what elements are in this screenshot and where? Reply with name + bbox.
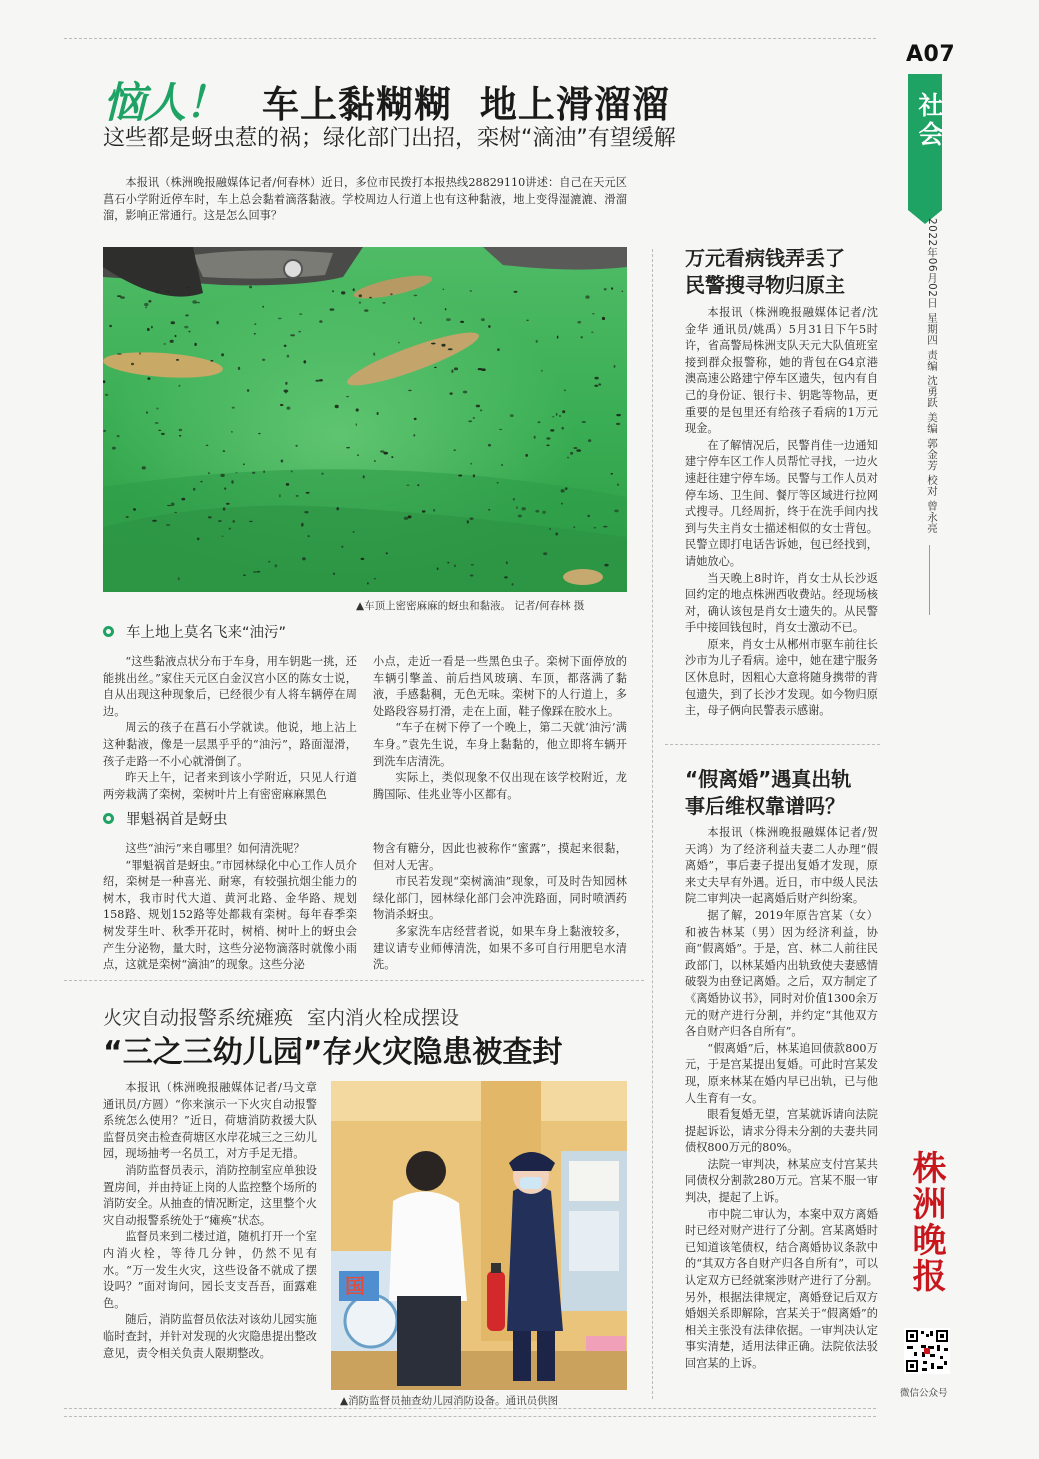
fire-kicker: 火灾自动报警系统瘫痪 室内消火栓成摆设 xyxy=(103,1007,460,1029)
lead-kicker: 恼人！ xyxy=(103,78,227,127)
lead-intro xyxy=(103,175,627,225)
section1-title: 车上地上莫名飞来“油污” xyxy=(126,625,287,641)
lead-photo-caption: ▲车顶上密密麻麻的蚜虫和黏液。 记者/何春林 摄 xyxy=(356,600,585,612)
bottom-rule xyxy=(64,1408,876,1409)
paragraph: 消防监督员表示，消防控制室应单独设置房间，并由持证上岗的人监控整个场所的消防安全。从抽查的情况断定，这里整个火灾自动报警系统处于“瘫痪”状态。 xyxy=(103,1163,317,1227)
paragraph: 本报讯（株洲晚报融媒体记者/马文章 通讯员/方圆）“你来演示一下火灾自动报警系统怎么使用？”近日，荷塘消防救援大队监督员突击检查荷塘区水岸花城三之三幼儿园，现场抽考一名员工，对方手足无措。 xyxy=(103,1081,317,1161)
section1-col2 xyxy=(373,654,627,803)
paragraph: 这些“油污”来自哪里？如何清洗呢？ xyxy=(125,842,305,855)
masthead-text: 株洲晚报 xyxy=(906,1150,946,1294)
section-label: 社会 xyxy=(915,92,944,150)
lead-headline: 车上黏糊糊 地上滑溜溜 xyxy=(262,83,670,126)
paragraph: 昨天上午，记者来到该小学附近，只见人行道两旁栽满了栾树，栾树叶片上有密密麻麻黑色 xyxy=(103,771,357,801)
paragraph: 物含有糖分，因此也被称作“蜜露”，摸起来很黏，但对人无害。 xyxy=(373,842,627,872)
paragraph: 法院一审判决，林某应支付宫某共同债权分割款280万元。宫某不服一审判决，提起了上诉。 xyxy=(685,1157,878,1205)
qr-code[interactable] xyxy=(904,1328,950,1374)
fire-headline: “三之三幼儿园”存火灾隐患被查封 xyxy=(103,1035,563,1070)
paragraph: 监督员来到二楼过道，随机打开一个室内消火栓，等待几分钟，仍然不见有水。“万一发生火灾，这些设备不就成了摆设吗？”面对询问，园长支支吾吾，面露难色。 xyxy=(103,1230,317,1310)
section1-heading xyxy=(103,621,286,642)
svg-text:国: 国 xyxy=(345,1274,365,1298)
article-divider xyxy=(64,980,644,981)
side1-headline xyxy=(685,245,845,299)
section-tab xyxy=(908,74,942,210)
paragraph: 随后，消防监督员依法对该幼儿园实施临时查封，并针对发现的火灾隐患提出整改意见，责令相关负责人限期整改。 xyxy=(103,1313,317,1360)
side1-body xyxy=(685,305,878,720)
bullet-ring-icon xyxy=(103,626,114,637)
paragraph: “这些黏液点状分布于车身，用车钥匙一挑，还能挑出丝。”家住天元区白金汉宫小区的陈女士说，自从出现这种现象后，已经很少有人将车辆停在周边。 xyxy=(103,655,357,718)
fire-photo-caption: ▲消防监督员抽查幼儿园消防设备。通讯员供图 xyxy=(340,1395,559,1407)
lead-intro-text: 本报讯（株洲晚报融媒体记者/何春林）近日，多位市民拨打本报热线28829110讲述：自己在天元区菖石小学附近停车时，车上总会黏着滴落黏液。学校周边人行道上也有这种黏液，地上变得湿漉漉、滑溜溜，影响正常通行。这是怎么回事？ xyxy=(103,176,627,223)
paragraph: 眼看复婚无望，宫某就诉请向法院提起诉讼，请求分得未分割的夫妻共同债权800万元的80%。 xyxy=(685,1108,878,1155)
paragraph: “车子在树下停了一个晚上，第二天就‘油污’满车身。”袁先生说，车身上黏黏的，他立即将车辆开到洗车店清洗。 xyxy=(373,721,627,768)
paragraph: 实际上，类似现象不仅出现在该学校附近，龙腾国际、佳兆业等小区都有。 xyxy=(373,771,627,801)
side2-headline xyxy=(685,766,851,820)
top-rule xyxy=(64,38,876,39)
paragraph: 市中院二审认为，本案中双方离婚时已经对财产进行了分割。宫某离婚时已知道该笔债权，结合离婚协议条款中的“其双方各自财产归各自所有”，可以认定双方已经就案涉财产进行了分割。另外，根据法律规定，离婚登记后双方婚姻关系即解除，宫某关于“假离婚”的相关主张没有法律依据。一审判决认定事实清楚，适用法律正确。法院依法驳回宫某的上诉。 xyxy=(685,1207,878,1370)
fire-inspection-photo xyxy=(331,1081,627,1390)
paragraph: “假离婚”后，林某追回债款800万元，于是宫某提出复婚。可此时宫某发现，原来林某在婚内早已出轨，已与他人生育有一女。 xyxy=(685,1041,878,1105)
side-divider xyxy=(665,744,880,745)
section2-col1 xyxy=(103,841,357,974)
qr-caption: 微信公众号 xyxy=(900,1388,948,1399)
bullet-ring-icon xyxy=(103,813,114,824)
paragraph: 据了解，2019年原告宫某（女）和被告林某（男）因为经济利益，协商“假离婚”。于是，宫、林二人前往民政部门，以林某婚内出轨致使夫妻感情破裂为由登记离婚。之后，双方制定了《离婚协议书》，同时对价值1300余万元的财产进行分割，并约定“其他双方各自财产归各自所有”。 xyxy=(685,908,878,1039)
masthead xyxy=(906,1150,946,1320)
side2-headline-line1: “假离婚”遇真出轨 xyxy=(685,767,852,791)
side1-headline-line2: 民警搜寻物归原主 xyxy=(685,273,845,297)
paragraph: 本报讯（株洲晚报融媒体记者/贺天鸿）为了经济利益夫妻二人办理“假离婚”，事后妻子提出复婚才发现，原来丈夫早有外遇。近日，市中级人民法院二审判决一起离婚后财产纠纷案。 xyxy=(685,826,878,906)
date-line-rule xyxy=(929,545,930,615)
side2-headline-line2: 事后维权靠谱吗？ xyxy=(685,794,845,818)
paragraph: 当天晚上8时许，肖女士从长沙返回约定的地点株洲西收费站。经现场核对，确认该包是肖女士遗失的。从民警手中接回钱包时，肖女士激动不已。 xyxy=(685,571,878,635)
paragraph: 本报讯（株洲晚报融媒体记者/沈金华 通讯员/姚禹）5月31日下午5时许，省高警局株洲支队天元大队值班室接到群众报警称，她的背包在G4京港澳高速公路建宁停车区遗失，包内有自己的身份证、银行卡、钥匙等物品，更重要的是包里还有给孩子看病的1万元现金。 xyxy=(685,306,878,436)
section2-heading xyxy=(103,808,228,829)
section1-col1 xyxy=(103,654,357,803)
date-line: 2022年06月02日 星期四 责编 沈勇跃 美编 郭金芳 校对 曾永亮 xyxy=(926,218,938,534)
side1-headline-line1: 万元看病钱弄丢了 xyxy=(685,246,845,270)
lead-subhead: 这些都是蚜虫惹的祸；绿化部门出招，栾树“滴油”有望缓解 xyxy=(103,126,676,151)
column-divider xyxy=(652,249,653,1399)
paragraph: 周云的孩子在菖石小学就读。他说，地上沾上这种黏液，像是一层黑乎乎的“油污”，路面湿滑，孩子走路一不小心就滑倒了。 xyxy=(103,721,357,768)
section2-col2 xyxy=(373,841,627,974)
paragraph: 原来，肖女士从郴州市驱车前往长沙市为儿子看病。途中，她在建宁服务区休息时，因粗心大意将随身携带的背包遗失，到了长沙才发现。如今物归原主，母子俩向民警表示感谢。 xyxy=(685,637,878,718)
paragraph: “罪魁祸首是蚜虫。”市园林绿化中心工作人员介绍，栾树是一种喜光、耐寒，有较强抗烟尘能力的树木，我市时代大道、黄河北路、金华路、规划158路、规划152路等处都栽有栾树。每年春季栾树发芽生叶、秋季开花时，树梢、树叶上的蚜虫会产生分泌物，量大时，这些分泌物滴落时就像小雨点，这就是栾树“滴油”的现象。这些分泌 xyxy=(103,858,357,972)
side2-body xyxy=(685,825,878,1373)
fire-body xyxy=(103,1080,317,1362)
paragraph: 多家洗车店经营者说，如果车身上黏液较多，建议请专业师傅清洗，如果不多可自行用肥皂水清洗。 xyxy=(373,924,627,972)
paragraph: 市民若发现“栾树滴油”现象，可及时告知园林绿化部门，园林绿化部门会冲洗路面，同时喷洒药物消杀蚜虫。 xyxy=(373,875,627,922)
page-number: A07 xyxy=(906,42,956,67)
paragraph: 小点，走近一看是一些黑色虫子。栾树下面停放的车辆引擎盖、前后挡风玻璃、车顶，都落满了黏液，手感黏稠，无色无味。栾树下的人行道上，多处路段容易打滑，走在上面，鞋子像踩在胶水上。 xyxy=(373,655,627,718)
aphid-car-photo xyxy=(103,247,627,592)
section2-title: 罪魁祸首是蚜虫 xyxy=(126,812,228,828)
paragraph: 在了解情况后，民警肖佳一边通知建宁停车区工作人员帮忙寻找，一边火速赶往建宁停车场。民警与工作人员对停车场、卫生间、餐厅等区域进行拉网式搜寻。几经周折，终于在洗手间内找到与失主肖女士描述相似的女士背包。民警立即打电话告诉她，包已经找到，请她放心。 xyxy=(685,438,878,568)
bottom-rule-2 xyxy=(64,1416,876,1417)
